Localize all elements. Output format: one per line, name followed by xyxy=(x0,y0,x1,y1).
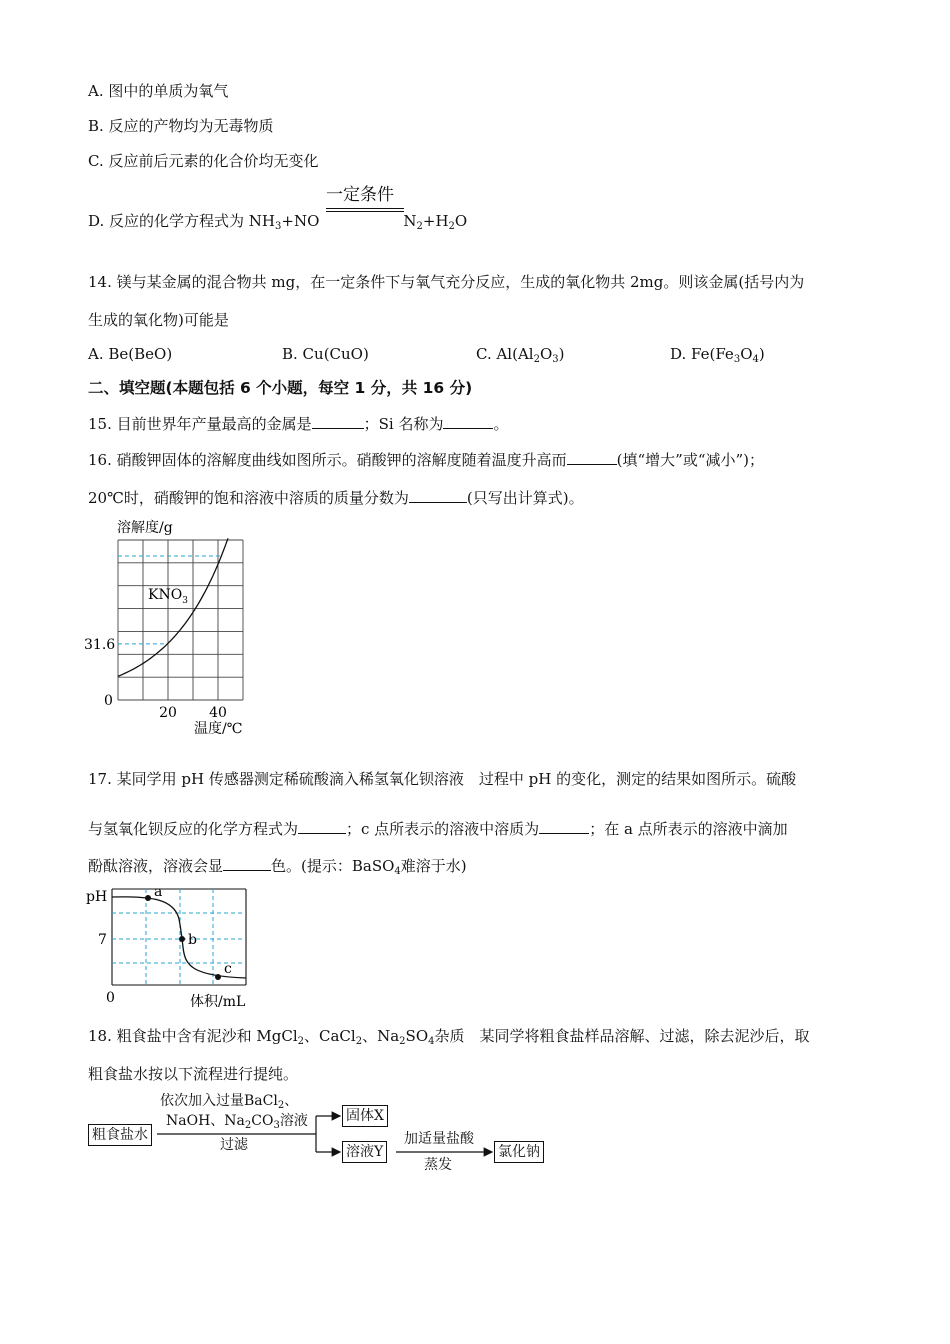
y-tick-7: 7 xyxy=(98,932,107,948)
q14-d-end: ) xyxy=(758,345,765,363)
section-heading: 二、填空题(本题包括 6 个小题，每空 1 分，共 16 分) xyxy=(88,379,473,397)
origin-label: 0 xyxy=(104,693,113,709)
q18-l1-p2: 、CaCl xyxy=(304,1027,356,1045)
q13-d-n: N xyxy=(403,212,417,230)
q14-c-pre: C. Al(Al xyxy=(476,345,534,363)
flow-step1-l2-post: 溶液 xyxy=(279,1113,308,1129)
flow-step1-l1-sub: 2 xyxy=(277,1100,285,1111)
q18-l1-p3: 、Na xyxy=(362,1027,400,1045)
q13-d-sub3: 2 xyxy=(448,221,455,232)
point-a xyxy=(145,895,151,901)
q14-d-mid: O xyxy=(740,345,753,363)
flow-arrows xyxy=(0,1090,560,1170)
equals-line-top xyxy=(326,208,404,209)
q17-line2 xyxy=(88,819,788,839)
q18-line1 xyxy=(88,1026,810,1046)
q17-blank-1[interactable] xyxy=(298,819,346,834)
q17-line3-p3: 难溶于水) xyxy=(400,857,467,875)
q17-line3-sub: 4 xyxy=(394,866,401,877)
q13-d-prefix: D. 反应的化学方程式为 NH xyxy=(88,212,276,230)
q15-part3: 。 xyxy=(493,415,509,433)
kno3-solubility-curve xyxy=(118,538,228,676)
x-axis-label: 体积/mL xyxy=(190,994,246,1010)
q16-blank-2[interactable] xyxy=(409,488,467,503)
point-label-b: b xyxy=(188,932,197,948)
q14-option-b: B. Cu(CuO) xyxy=(282,345,369,363)
q14-option-c xyxy=(476,344,565,364)
ph-chart xyxy=(84,882,264,1012)
q14-d-s2: 4 xyxy=(752,354,759,365)
q18-l1-p4: SO xyxy=(405,1027,429,1045)
flow-step1-l2-s2: 3 xyxy=(273,1120,280,1131)
flow-step1-l2-pre: NaOH、Na xyxy=(166,1113,245,1129)
q16-part3: 20℃时，硝酸钾的饱和溶液中溶质的质量分数为 xyxy=(88,489,409,507)
q17-line2-p2: ；c 点所表示的溶液中溶质为 xyxy=(346,820,540,838)
q17-blank-2[interactable] xyxy=(539,819,589,834)
flow-box-sodium-chloride: 氯化钠 xyxy=(494,1141,544,1163)
q13-d-sub1: 3 xyxy=(275,221,282,232)
q17-line3-p1: 酚酞溶液，溶液会显 xyxy=(88,857,224,875)
q17-line2-p3: ；在 a 点所表示的溶液中滴加 xyxy=(589,820,788,838)
flow-step1-l2-s1: 2 xyxy=(244,1120,252,1131)
q14-d-s1: 3 xyxy=(733,354,741,365)
q16-part1: 16. 硝酸钾固体的溶解度曲线如图所示。硝酸钾的溶解度随着温度升高而 xyxy=(88,451,567,469)
q18-l1-s2: 2 xyxy=(355,1036,363,1047)
x-axis-label: 温度/℃ xyxy=(194,721,243,737)
curve-label-main: KNO xyxy=(148,587,183,603)
q14-c-s2: 3 xyxy=(552,354,559,365)
q14-d-pre: D. Fe(Fe xyxy=(670,345,734,363)
q14-stem-line1: 14. 镁与某金属的混合物共 mg，在一定条件下与氧气充分反应，生成的氧化物共 2mg。则该金属(括号内为 xyxy=(88,273,805,291)
q16-line2 xyxy=(88,488,584,508)
q18-l1-s4: 4 xyxy=(428,1036,435,1047)
y-axis-label: pH xyxy=(86,889,108,905)
q14-stem-line2: 生成的氧化物)可能是 xyxy=(88,311,229,329)
q18-l1-p1: 18. 粗食盐中含有泥沙和 MgCl xyxy=(88,1027,298,1045)
flow-step2-bottom: 蒸发 xyxy=(424,1157,452,1173)
q13-option-c: C. 反应前后元素的化合价均无变化 xyxy=(88,152,319,170)
flow-step1-l1-pre: 依次加入过量BaCl xyxy=(160,1093,278,1109)
q16-line1 xyxy=(88,450,764,470)
x-tick-20: 20 xyxy=(159,705,177,721)
q17-blank-3[interactable] xyxy=(223,856,271,871)
q17-line2-p1: 与氢氧化钡反应的化学方程式为 xyxy=(88,820,299,838)
q18-l1-p5: 杂质 某同学将粗食盐样品溶解、过滤，除去泥沙后，取 xyxy=(434,1027,810,1045)
point-b xyxy=(179,936,185,942)
q13-d-o: O xyxy=(454,212,468,230)
q14-option-d xyxy=(670,344,765,364)
origin-label: 0 xyxy=(106,990,115,1006)
q18-l1-s3: 2 xyxy=(399,1036,406,1047)
q13-option-d xyxy=(88,211,467,231)
flow-step1-line3: 过滤 xyxy=(220,1137,248,1153)
q16-part4: (只写出计算式)。 xyxy=(466,489,584,507)
curve-label-sub: 3 xyxy=(182,596,188,606)
q13-d-mid: +NO xyxy=(281,212,320,230)
q15-blank-1[interactable] xyxy=(312,414,364,429)
x-tick-40: 40 xyxy=(209,705,227,721)
q17-line3 xyxy=(88,856,467,876)
point-label-a: a xyxy=(154,884,163,900)
q14-c-end: ) xyxy=(558,345,565,363)
flow-box-solution-y: 溶液Y xyxy=(342,1141,387,1163)
q18-line2: 粗食盐水按以下流程进行提纯。 xyxy=(88,1065,299,1083)
q13-option-a: A. 图中的单质为氧气 xyxy=(88,82,229,100)
q17-line1: 17. 某同学用 pH 传感器测定稀硫酸滴入稀氢氧化钡溶液 过程中 pH 的变化，测定的结果如图所示。硫酸 xyxy=(88,770,797,788)
flow-step2-top: 加适量盐酸 xyxy=(404,1131,474,1147)
point-c xyxy=(215,974,221,980)
flow-step1-l1-post: 、 xyxy=(284,1093,299,1109)
q13-d-sub2: 2 xyxy=(416,221,423,232)
q18-l1-s1: 2 xyxy=(297,1036,305,1047)
q13-d-h: +H xyxy=(422,212,449,230)
q14-option-a: A. Be(BeO) xyxy=(88,345,173,363)
q13-option-b: B. 反应的产物均为无毒物质 xyxy=(88,117,274,135)
reaction-condition: 一定条件 xyxy=(326,185,394,205)
q15-part1: 15. 目前世界年产量最高的金属是 xyxy=(88,415,312,433)
y-axis-label: 溶解度/g xyxy=(117,520,173,536)
q16-blank-1[interactable] xyxy=(567,450,617,465)
point-label-c: c xyxy=(224,961,232,977)
q14-c-s1: 2 xyxy=(533,354,540,365)
q17-line3-p2: 色。(提示：BaSO xyxy=(271,857,395,875)
flow-box-solid-x: 固体X xyxy=(342,1105,388,1127)
q16-part2: (填“增大”或“减小”)； xyxy=(616,451,765,469)
q15-part2: ；Si 名称为 xyxy=(363,415,444,433)
q14-c-mid: O xyxy=(539,345,553,363)
flow-box-crude-brine: 粗食盐水 xyxy=(88,1124,152,1146)
y-tick-31-6: 31.6 xyxy=(84,636,116,653)
equals-line-bottom xyxy=(326,211,404,212)
solubility-chart xyxy=(84,515,274,740)
flow-step1-l2-mid: CO xyxy=(251,1113,274,1129)
q15 xyxy=(88,414,508,434)
q15-blank-2[interactable] xyxy=(443,414,493,429)
